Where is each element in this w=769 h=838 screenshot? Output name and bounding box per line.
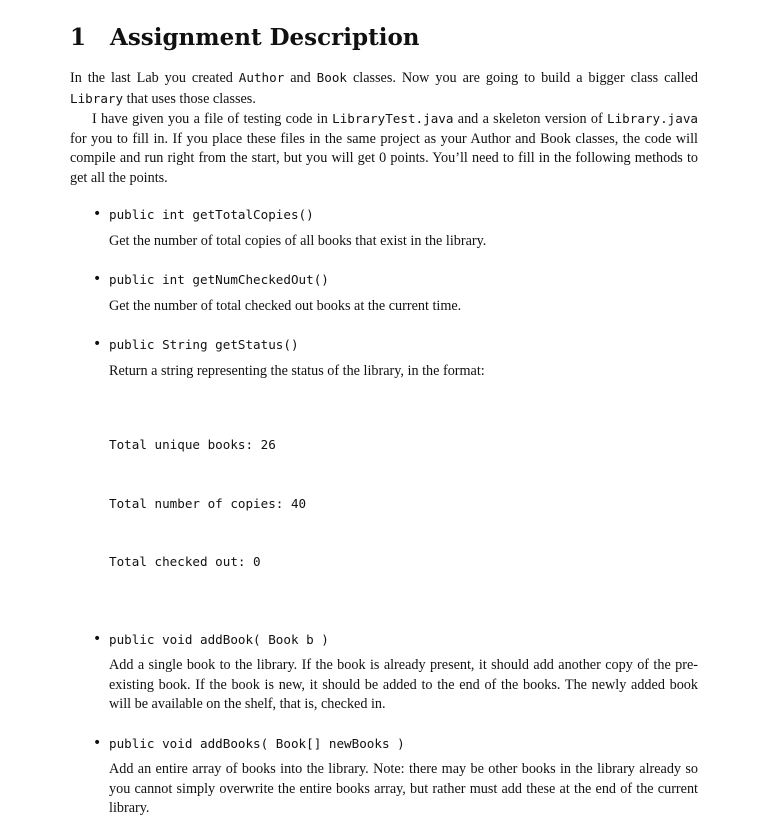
bullet-icon: • [93, 630, 102, 647]
text-run: for you to fill in. If you place these files in the same project as your Author and Book classes, the code will compile and run right from the start, but you will get 0 points. You’ll need to fill in the following methods to get all the points. [70, 130, 698, 186]
text-run: and a skeleton version of [453, 111, 607, 127]
bullet-icon: • [93, 336, 102, 352]
intro-paragraph-2 [70, 109, 698, 188]
inline-code: Book [316, 70, 348, 85]
text-run: and [284, 70, 317, 86]
method-description: Get the number of total checked out books at the current time. [109, 297, 462, 314]
inline-code: Library [70, 90, 124, 106]
method-item [93, 205, 698, 251]
method-description: Add an entire array of books into the library. Note: there may be other books in the library already so you cannot simply overwrite the entire books array, but rather must add these at the end of the current library. [109, 761, 698, 816]
text-run: that uses those classes. [123, 90, 256, 107]
example-line: Total number of copies: 40 [109, 495, 307, 511]
method-item [93, 630, 698, 715]
text-run: In the last Lab you created [70, 70, 239, 86]
bullet-icon: • [93, 271, 102, 287]
example-line: Total unique books: 26 [109, 437, 276, 452]
intro-paragraph-1 [70, 68, 698, 109]
inline-code: Author [238, 70, 285, 85]
method-signature: public String getStatus() [109, 337, 299, 352]
document-page [70, 20, 698, 838]
section-title: Assignment Description [110, 24, 420, 51]
method-signature: public void addBooks( Book[] newBooks ) [109, 735, 405, 751]
method-description: Add a single book to the library. If the book is already present, it should add another copy of the pre-existing book. If the book is new, it should be added to the end of the books. The newly added book will be available on the shelf, that is, checked in. [109, 657, 698, 712]
method-item [93, 270, 698, 316]
section-number: 1 [70, 24, 87, 51]
bullet-icon: • [93, 734, 102, 751]
status-format-example [109, 396, 698, 611]
method-signature: public int getNumCheckedOut() [109, 272, 329, 287]
inline-code: Library.java [607, 111, 698, 126]
text-run: classes. Now you are going to build a bigger class called [347, 70, 698, 86]
method-signature: public void addBook( Book b ) [109, 631, 329, 647]
inline-code: LibraryTest.java [332, 111, 454, 126]
method-item [93, 734, 698, 819]
section-heading [70, 24, 698, 52]
method-list [70, 205, 698, 819]
method-description: Return a string representing the status of the library, in the format: [109, 362, 485, 379]
method-description: Get the number of total copies of all books that exist in the library. [109, 232, 487, 249]
text-run: I have given you a file of testing code in [92, 111, 333, 127]
example-line: Total checked out: 0 [109, 554, 261, 569]
method-item [93, 335, 698, 611]
bullet-icon: • [93, 206, 102, 222]
method-signature: public int getTotalCopies() [109, 207, 314, 222]
